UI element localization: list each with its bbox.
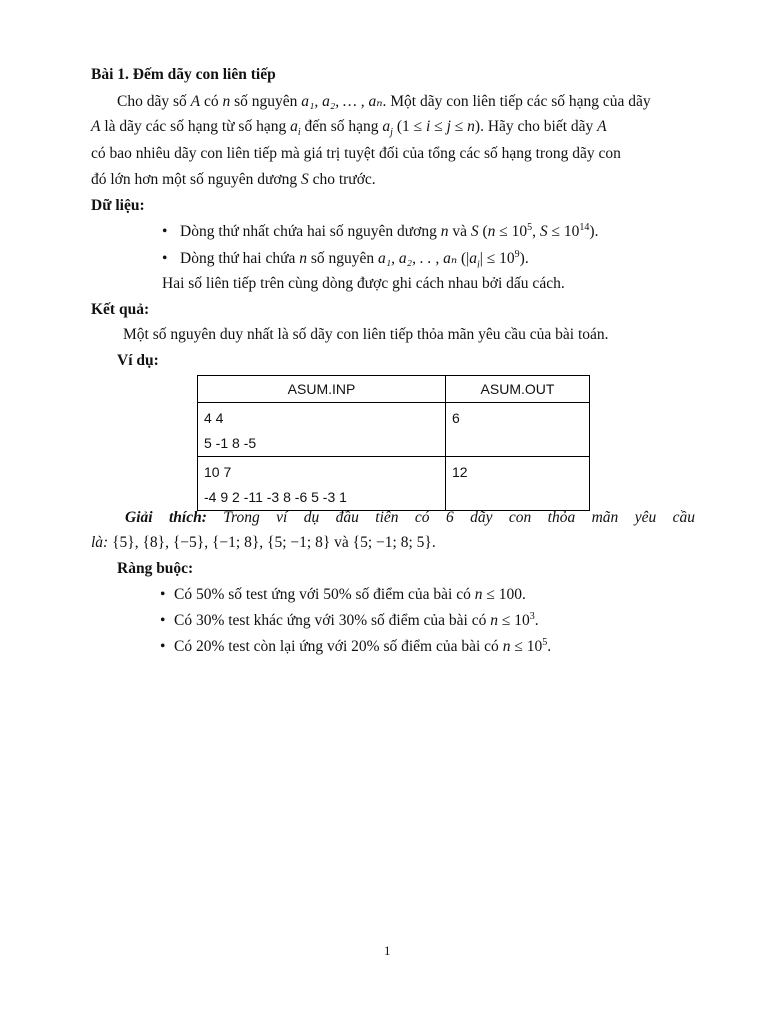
text: Cho dãy số xyxy=(117,93,191,110)
math-sets: {5}, {8}, {−5}, {−1; 8}, {5; −1; 8} xyxy=(108,534,335,551)
result-text: Một số nguyên duy nhất là số dãy con liên tiếp thỏa mãn yêu cầu của bài toán. xyxy=(123,326,609,343)
math-superscript: 9 xyxy=(514,249,520,260)
text: | ≤ 10 xyxy=(479,250,515,268)
text: ). xyxy=(589,223,599,241)
text: ( xyxy=(478,223,488,241)
data-note: Hai số liên tiếp trên cùng dòng được ghi cách nhau bởi dấu cách. xyxy=(162,275,565,292)
text: (| xyxy=(457,250,470,268)
math-symbol: n xyxy=(467,118,475,135)
math-sequence: a₁, a₂, . . , aₙ xyxy=(378,250,458,268)
table-row xyxy=(198,403,590,457)
explain-line-2 xyxy=(91,534,436,552)
problem-title: Bài 1. Đếm dãy con liên tiếp xyxy=(91,66,276,83)
math-symbol: A xyxy=(190,93,201,110)
text: , xyxy=(532,223,540,241)
input-line: 5 -1 8 -5 xyxy=(204,435,257,451)
data-bullet-1 xyxy=(162,222,598,241)
text: ≤ 100. xyxy=(482,586,526,604)
math-symbol: n xyxy=(474,586,483,604)
text: . xyxy=(534,612,539,630)
math-subscript: j xyxy=(390,127,393,139)
math-symbol: A xyxy=(597,118,607,135)
math-sequence: a₁, a₂, … , aₙ xyxy=(301,93,383,110)
intro-line-1 xyxy=(117,92,651,111)
math-superscript: 5 xyxy=(542,637,548,648)
math-symbol: n xyxy=(440,223,449,241)
math-symbol: n xyxy=(299,250,307,268)
bullet-icon: • xyxy=(162,223,168,241)
table-header-row xyxy=(198,376,590,403)
page-number: 1 xyxy=(384,943,391,958)
text: . Một dãy con liên tiếp các số hạng của dãy xyxy=(382,93,651,110)
example-table xyxy=(197,375,590,511)
data-bullet-2 xyxy=(162,249,529,270)
math-subscript: i xyxy=(297,127,301,139)
table-header-output: ASUM.OUT xyxy=(446,376,590,403)
input-line: 4 4 xyxy=(204,410,224,426)
intro-line-2 xyxy=(91,118,607,138)
text: là: xyxy=(91,534,109,551)
math-symbol: a xyxy=(382,118,391,135)
math-sets: {5; −1; 8; 5}. xyxy=(348,534,436,551)
text: ≤ xyxy=(450,118,468,135)
table-cell-input xyxy=(198,457,446,511)
math-symbol: S xyxy=(539,223,548,241)
math-symbol: n xyxy=(502,638,511,656)
table-cell-input xyxy=(198,403,446,457)
bullet-icon: • xyxy=(160,612,166,630)
table-row xyxy=(198,457,590,511)
math-symbol: A xyxy=(91,118,101,135)
constraint-item xyxy=(160,585,526,604)
bullet-icon: • xyxy=(160,586,166,604)
table-cell-output xyxy=(446,403,590,457)
text: Trong ví dụ đầu tiên có 6 dãy con thỏa mãn yêu cầu xyxy=(223,509,696,526)
math-superscript: 3 xyxy=(529,611,535,622)
text: số nguyên xyxy=(230,93,302,110)
math-symbol: a xyxy=(290,118,298,135)
text: ≤ xyxy=(430,118,447,135)
text: ). xyxy=(519,250,529,268)
text: cho trước. xyxy=(308,171,376,188)
text: Có 20% test còn lại ứng với 20% số điểm của bài có xyxy=(174,638,503,656)
text: ≤ 10 xyxy=(510,638,543,656)
text: đến số hạng xyxy=(300,118,383,135)
constraint-item xyxy=(160,637,551,656)
explain-label: Giải thích: xyxy=(125,509,207,526)
math-superscript: 5 xyxy=(527,222,533,233)
math-symbol: a xyxy=(469,250,477,268)
bullet-icon: • xyxy=(162,250,168,268)
data-heading: Dữ liệu: xyxy=(91,197,145,214)
text: có xyxy=(200,93,223,110)
text: (1 ≤ xyxy=(392,118,426,135)
input-line: -4 9 2 -11 -3 8 -6 5 -3 1 xyxy=(204,489,347,505)
math-symbol: S xyxy=(300,171,309,188)
intro-line-3: có bao nhiêu dãy con liên tiếp mà giá trị tuyệt đối của tổng các số hạng trong dãy con xyxy=(91,145,621,162)
output-line: 12 xyxy=(452,464,468,480)
input-line: 10 7 xyxy=(204,464,232,480)
text: và xyxy=(334,534,349,551)
bullet-icon: • xyxy=(160,638,166,656)
math-superscript: 14 xyxy=(579,222,590,233)
explain-line-1 xyxy=(125,509,695,527)
constraint-item xyxy=(160,611,539,630)
text: ≤ 10 xyxy=(497,612,530,630)
output-line: 6 xyxy=(452,410,460,426)
text: ≤ 10 xyxy=(495,223,528,241)
math-symbol: n xyxy=(490,612,498,630)
text: Có 50% số test ứng với 50% số điểm của bài có xyxy=(174,586,475,604)
text: . xyxy=(547,638,552,656)
math-symbol: n xyxy=(222,93,231,110)
math-subscript: i xyxy=(477,259,480,271)
constraints-heading: Ràng buộc: xyxy=(117,560,194,577)
text: số nguyên xyxy=(307,250,379,268)
table-cell-output xyxy=(446,457,590,511)
example-heading: Ví dụ: xyxy=(117,352,159,369)
math-symbol: i xyxy=(426,118,431,135)
text: Dòng thứ nhất chứa hai số nguyên dương xyxy=(180,223,441,241)
text: và xyxy=(448,223,471,241)
math-symbol: S xyxy=(470,223,479,241)
text: Có 30% test khác ứng với 30% số điểm của bài có xyxy=(174,612,491,630)
text: Dòng thứ hai chứa xyxy=(180,250,300,268)
text: là dãy các số hạng từ số hạng xyxy=(100,118,291,135)
math-symbol: j xyxy=(446,118,451,135)
table-header-input: ASUM.INP xyxy=(198,376,446,403)
result-heading: Kết quả: xyxy=(91,301,150,318)
intro-line-4 xyxy=(91,171,376,189)
text: ≤ 10 xyxy=(547,223,580,241)
math-symbol: n xyxy=(487,223,496,241)
text: ). Hãy cho biết dãy xyxy=(474,118,598,135)
text: đó lớn hơn một số nguyên dương xyxy=(91,171,301,188)
